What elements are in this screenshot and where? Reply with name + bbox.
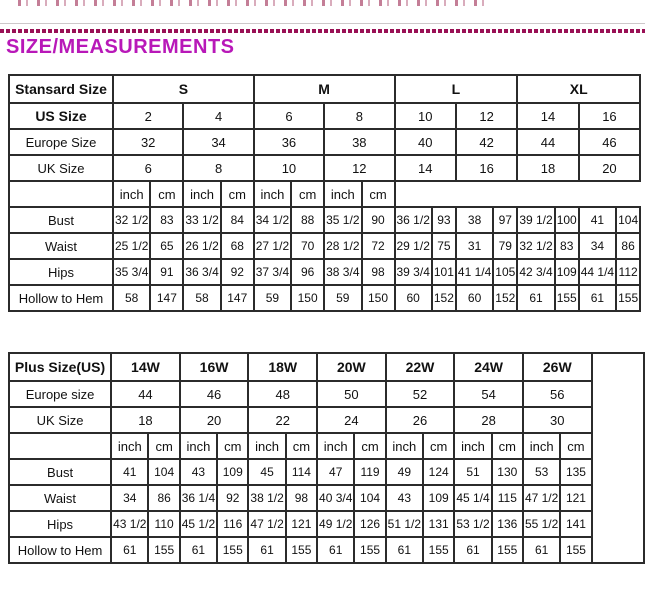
measure-cell: 49 <box>386 459 423 485</box>
measure-cell: 98 <box>286 485 317 511</box>
unit-cell: cm <box>492 433 523 459</box>
unit-cell: inch <box>317 433 354 459</box>
measure-cell: 147 <box>221 285 254 311</box>
measure-cell: 112 <box>616 259 640 285</box>
size-value-cell: 20 <box>180 407 249 433</box>
size-group-cell: S <box>113 75 254 103</box>
measure-cell: 92 <box>221 259 254 285</box>
measure-cell: 25 1/2 <box>113 233 150 259</box>
measure-cell: 130 <box>492 459 523 485</box>
size-value-cell: 16 <box>579 103 640 129</box>
measure-cell: 135 <box>560 459 591 485</box>
measure-cell: 35 3/4 <box>113 259 150 285</box>
row-label: Bust <box>9 207 113 233</box>
measure-cell: 45 <box>248 459 285 485</box>
measure-cell: 42 3/4 <box>517 259 554 285</box>
row-label: Hollow to Hem <box>9 285 113 311</box>
corner-label: Plus Size(US) <box>9 353 111 381</box>
measure-cell: 121 <box>560 485 591 511</box>
unit-cell: cm <box>286 433 317 459</box>
unit-cell: cm <box>291 181 324 207</box>
size-value-cell: 54 <box>454 381 523 407</box>
measure-cell: 51 <box>454 459 491 485</box>
size-group-cell: 20W <box>317 353 386 381</box>
measure-cell: 29 1/2 <box>395 233 432 259</box>
measure-cell: 32 1/2 <box>113 207 150 233</box>
unit-cell: inch <box>180 433 217 459</box>
measure-cell: 155 <box>423 537 454 563</box>
measure-cell: 155 <box>354 537 385 563</box>
measure-cell: 101 <box>432 259 456 285</box>
size-value-cell: 52 <box>386 381 455 407</box>
measure-cell: 97 <box>493 207 517 233</box>
measure-cell: 84 <box>221 207 254 233</box>
empty-cell <box>592 353 644 563</box>
size-value-cell: 12 <box>324 155 394 181</box>
measure-cell: 141 <box>560 511 591 537</box>
measure-cell: 60 <box>456 285 493 311</box>
size-value-cell: 12 <box>456 103 517 129</box>
size-value-cell: 18 <box>517 155 578 181</box>
measure-cell: 61 <box>317 537 354 563</box>
size-value-cell: 6 <box>113 155 183 181</box>
measure-cell: 131 <box>423 511 454 537</box>
size-group-cell: 16W <box>180 353 249 381</box>
measure-cell: 34 <box>111 485 148 511</box>
unit-cell: cm <box>423 433 454 459</box>
measure-cell: 88 <box>291 207 324 233</box>
unit-cell: cm <box>221 181 254 207</box>
measure-cell: 61 <box>386 537 423 563</box>
measure-cell: 61 <box>517 285 554 311</box>
measure-cell: 51 1/2 <box>386 511 423 537</box>
measure-cell: 44 1/4 <box>579 259 616 285</box>
measure-cell: 86 <box>616 233 640 259</box>
measure-cell: 59 <box>254 285 291 311</box>
size-value-cell: 4 <box>183 103 253 129</box>
size-value-cell: 34 <box>183 129 253 155</box>
unit-corner-blank <box>9 433 111 459</box>
plus-size-table <box>8 352 645 564</box>
size-value-cell: 40 <box>395 129 456 155</box>
measure-cell: 152 <box>493 285 517 311</box>
unit-corner-blank <box>9 181 113 207</box>
size-value-cell: 36 <box>254 129 324 155</box>
row-label: US Size <box>9 103 113 129</box>
measure-cell: 83 <box>555 233 579 259</box>
measure-cell: 109 <box>217 459 248 485</box>
row-label: UK Size <box>9 407 111 433</box>
unit-cell: cm <box>148 433 179 459</box>
unit-cell: inch <box>248 433 285 459</box>
size-group-cell: L <box>395 75 518 103</box>
measure-cell: 147 <box>150 285 183 311</box>
measure-cell: 45 1/2 <box>180 511 217 537</box>
row-label: Hips <box>9 259 113 285</box>
row-label: Waist <box>9 233 113 259</box>
size-value-cell: 6 <box>254 103 324 129</box>
measure-cell: 26 1/2 <box>183 233 220 259</box>
size-value-cell: 8 <box>324 103 394 129</box>
measure-cell: 104 <box>354 485 385 511</box>
size-value-cell: 26 <box>386 407 455 433</box>
divider-line <box>0 23 645 24</box>
size-group-cell: 22W <box>386 353 455 381</box>
page-title: SIZE/MEASUREMENTS <box>6 36 235 58</box>
unit-cell: inch <box>523 433 560 459</box>
measure-cell: 155 <box>286 537 317 563</box>
unit-cell: inch <box>454 433 491 459</box>
measure-cell: 27 1/2 <box>254 233 291 259</box>
size-value-cell: 16 <box>456 155 517 181</box>
measure-cell: 126 <box>354 511 385 537</box>
measure-cell: 86 <box>148 485 179 511</box>
size-value-cell: 42 <box>456 129 517 155</box>
size-value-cell: 38 <box>324 129 394 155</box>
measure-cell: 38 3/4 <box>324 259 361 285</box>
measure-cell: 55 1/2 <box>523 511 560 537</box>
measure-cell: 41 <box>111 459 148 485</box>
measure-cell: 110 <box>148 511 179 537</box>
measure-cell: 58 <box>113 285 150 311</box>
row-label: Europe size <box>9 381 111 407</box>
measure-cell: 43 <box>180 459 217 485</box>
size-value-cell: 30 <box>523 407 592 433</box>
measure-cell: 41 <box>579 207 616 233</box>
size-group-cell: 18W <box>248 353 317 381</box>
measure-cell: 83 <box>150 207 183 233</box>
measure-cell: 38 <box>456 207 493 233</box>
unit-cell: inch <box>254 181 291 207</box>
measure-cell: 152 <box>432 285 456 311</box>
measure-cell: 28 1/2 <box>324 233 361 259</box>
measure-cell: 61 <box>454 537 491 563</box>
measure-cell: 61 <box>248 537 285 563</box>
measure-cell: 32 1/2 <box>517 233 554 259</box>
size-value-cell: 22 <box>248 407 317 433</box>
measure-cell: 41 1/4 <box>456 259 493 285</box>
size-group-cell: 26W <box>523 353 592 381</box>
unit-cell: cm <box>150 181 183 207</box>
measure-cell: 93 <box>432 207 456 233</box>
row-label: Hips <box>9 511 111 537</box>
measure-cell: 72 <box>362 233 395 259</box>
measure-cell: 155 <box>217 537 248 563</box>
measure-cell: 61 <box>523 537 560 563</box>
measure-cell: 60 <box>395 285 432 311</box>
measure-cell: 34 <box>579 233 616 259</box>
size-group-cell: 24W <box>454 353 523 381</box>
size-value-cell: 10 <box>254 155 324 181</box>
measure-cell: 90 <box>362 207 395 233</box>
size-value-cell: 24 <box>317 407 386 433</box>
size-group-cell: XL <box>517 75 640 103</box>
measure-cell: 65 <box>150 233 183 259</box>
row-label: Waist <box>9 485 111 511</box>
measure-cell: 61 <box>111 537 148 563</box>
measure-cell: 98 <box>362 259 395 285</box>
size-value-cell: 10 <box>395 103 456 129</box>
size-value-cell: 48 <box>248 381 317 407</box>
measure-cell: 150 <box>291 285 324 311</box>
measure-cell: 34 1/2 <box>254 207 291 233</box>
size-value-cell: 2 <box>113 103 183 129</box>
measure-cell: 124 <box>423 459 454 485</box>
measure-cell: 75 <box>432 233 456 259</box>
measure-cell: 155 <box>492 537 523 563</box>
row-label: Hollow to Hem <box>9 537 111 563</box>
row-label: Europe Size <box>9 129 113 155</box>
measure-cell: 47 1/2 <box>523 485 560 511</box>
unit-cell: cm <box>362 181 395 207</box>
measure-cell: 92 <box>217 485 248 511</box>
measure-cell: 61 <box>579 285 616 311</box>
measure-cell: 38 1/2 <box>248 485 285 511</box>
unit-cell: cm <box>560 433 591 459</box>
measure-cell: 121 <box>286 511 317 537</box>
measure-cell: 104 <box>616 207 640 233</box>
measure-cell: 155 <box>560 537 591 563</box>
standard-size-table <box>8 74 641 312</box>
size-value-cell: 44 <box>111 381 180 407</box>
measure-cell: 79 <box>493 233 517 259</box>
size-value-cell: 50 <box>317 381 386 407</box>
measure-cell: 114 <box>286 459 317 485</box>
measure-cell: 70 <box>291 233 324 259</box>
measure-cell: 59 <box>324 285 361 311</box>
measure-cell: 91 <box>150 259 183 285</box>
size-value-cell: 28 <box>454 407 523 433</box>
measure-cell: 45 1/4 <box>454 485 491 511</box>
measure-cell: 36 3/4 <box>183 259 220 285</box>
measure-cell: 115 <box>492 485 523 511</box>
size-group-cell: M <box>254 75 395 103</box>
dashed-divider <box>0 29 645 33</box>
size-value-cell: 18 <box>111 407 180 433</box>
measure-cell: 33 1/2 <box>183 207 220 233</box>
size-value-cell: 56 <box>523 381 592 407</box>
size-value-cell: 44 <box>517 129 578 155</box>
measure-cell: 150 <box>362 285 395 311</box>
measure-cell: 96 <box>291 259 324 285</box>
unit-cell: inch <box>111 433 148 459</box>
row-label: Bust <box>9 459 111 485</box>
measure-cell: 68 <box>221 233 254 259</box>
size-value-cell: 46 <box>579 129 640 155</box>
measure-cell: 109 <box>423 485 454 511</box>
measure-cell: 155 <box>148 537 179 563</box>
measure-cell: 61 <box>180 537 217 563</box>
size-value-cell: 46 <box>180 381 249 407</box>
measure-cell: 43 <box>386 485 423 511</box>
unit-cell: inch <box>324 181 361 207</box>
measure-cell: 39 3/4 <box>395 259 432 285</box>
measure-cell: 37 3/4 <box>254 259 291 285</box>
corner-label: Stansard Size <box>9 75 113 103</box>
measure-cell: 47 1/2 <box>248 511 285 537</box>
measure-cell: 53 <box>523 459 560 485</box>
measure-cell: 109 <box>555 259 579 285</box>
unit-cell: inch <box>183 181 220 207</box>
size-value-cell: 20 <box>579 155 640 181</box>
measure-cell: 100 <box>555 207 579 233</box>
measure-cell: 116 <box>217 511 248 537</box>
unit-cell: cm <box>354 433 385 459</box>
measure-cell: 47 <box>317 459 354 485</box>
measure-cell: 39 1/2 <box>517 207 554 233</box>
row-label: UK Size <box>9 155 113 181</box>
measure-cell: 35 1/2 <box>324 207 361 233</box>
measure-cell: 36 1/2 <box>395 207 432 233</box>
measure-cell: 105 <box>493 259 517 285</box>
measure-cell: 58 <box>183 285 220 311</box>
measure-cell: 43 1/2 <box>111 511 148 537</box>
unit-cell: cm <box>217 433 248 459</box>
measure-cell: 49 1/2 <box>317 511 354 537</box>
measure-cell: 155 <box>555 285 579 311</box>
measure-cell: 104 <box>148 459 179 485</box>
measure-cell: 31 <box>456 233 493 259</box>
measure-cell: 36 1/4 <box>180 485 217 511</box>
unit-cell: inch <box>113 181 150 207</box>
size-value-cell: 14 <box>517 103 578 129</box>
cropped-text-fragments <box>18 0 488 6</box>
unit-cell: inch <box>386 433 423 459</box>
size-value-cell: 32 <box>113 129 183 155</box>
measure-cell: 53 1/2 <box>454 511 491 537</box>
size-value-cell: 14 <box>395 155 456 181</box>
measure-cell: 40 3/4 <box>317 485 354 511</box>
measure-cell: 119 <box>354 459 385 485</box>
size-group-cell: 14W <box>111 353 180 381</box>
size-value-cell: 8 <box>183 155 253 181</box>
measure-cell: 136 <box>492 511 523 537</box>
measure-cell: 155 <box>616 285 640 311</box>
